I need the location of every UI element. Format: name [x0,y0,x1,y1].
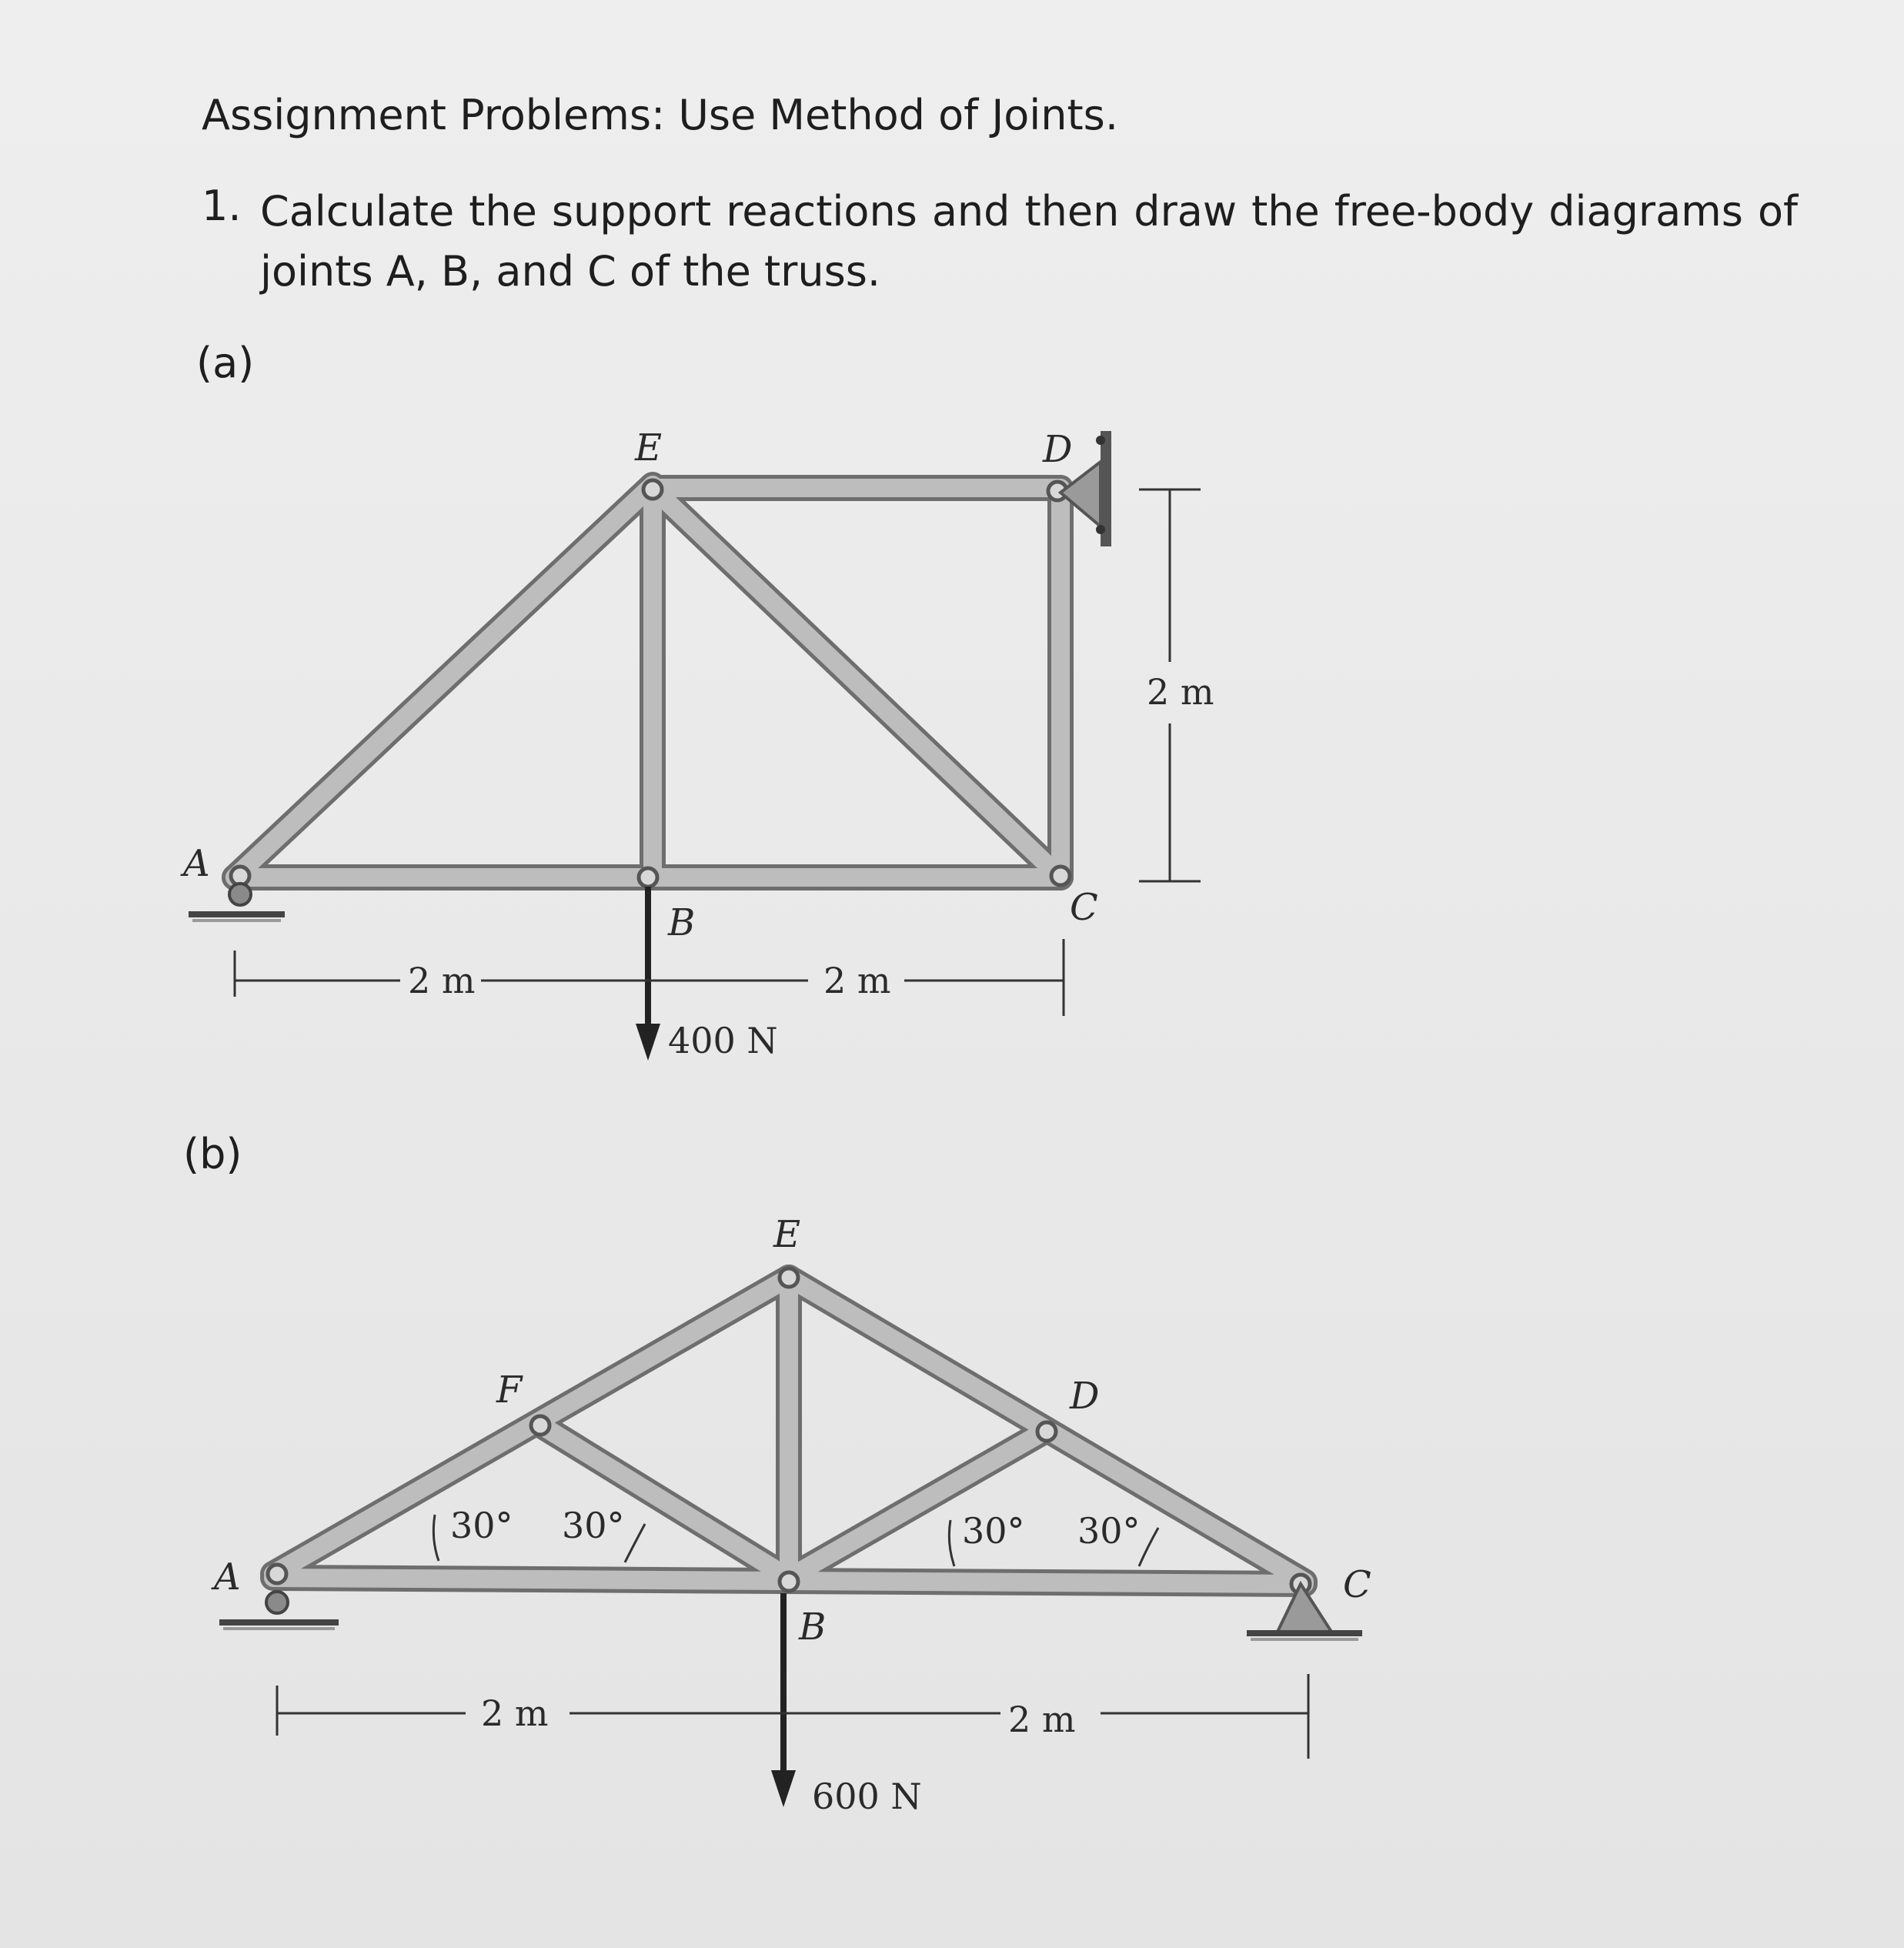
load-value-b: 600 N [812,1776,922,1817]
part-a-label: (a) [196,339,255,387]
angle-4-b: 30° [1077,1510,1141,1552]
dim-left-span-b: 2 m [481,1692,549,1734]
joint-b-label-b: B [799,1606,827,1649]
joint-a-label-a: A [183,842,210,885]
angle-3-b: 30° [962,1510,1025,1552]
joint-d-label-a: D [1043,428,1073,471]
angle-1-b: 30° [450,1505,513,1546]
problem-number: 1. [202,182,242,230]
assignment-heading: Assignment Problems: Use Method of Joints. [202,91,1118,139]
dim-height-a: 2 m [1147,671,1214,713]
joint-a-label-b: A [214,1555,241,1599]
truss-a-members-fill [235,485,1061,877]
joint-b-label-a: B [668,901,696,944]
problem-statement: Calculate the support reactions and then draw the free-body diagrams of joints A, B, and C of the truss. [260,187,1798,296]
load-value-a: 400 N [668,1020,778,1061]
joint-e-label-a: E [635,426,663,469]
load-arrowhead-a [636,1024,660,1061]
joint-f-label-b: F [496,1368,523,1412]
joint-c-label-b: C [1343,1563,1371,1606]
load-arrowhead-b [771,1770,796,1807]
dim-right-span-b: 2 m [1008,1699,1076,1740]
joint-e-label-b: E [773,1213,801,1256]
truss-a [180,426,1214,1061]
truss-b [211,1213,1371,1817]
joint-c-label-a: C [1070,886,1098,929]
joint-d-label-b: D [1070,1375,1100,1418]
dimension-lines-b [277,1674,1308,1759]
dim-right-span-a: 2 m [823,960,891,1001]
truss-b-members-fill [273,1278,1304,1584]
angle-2-b: 30° [562,1505,625,1546]
dim-left-span-a: 2 m [408,960,476,1001]
part-b-label: (b) [183,1130,242,1178]
